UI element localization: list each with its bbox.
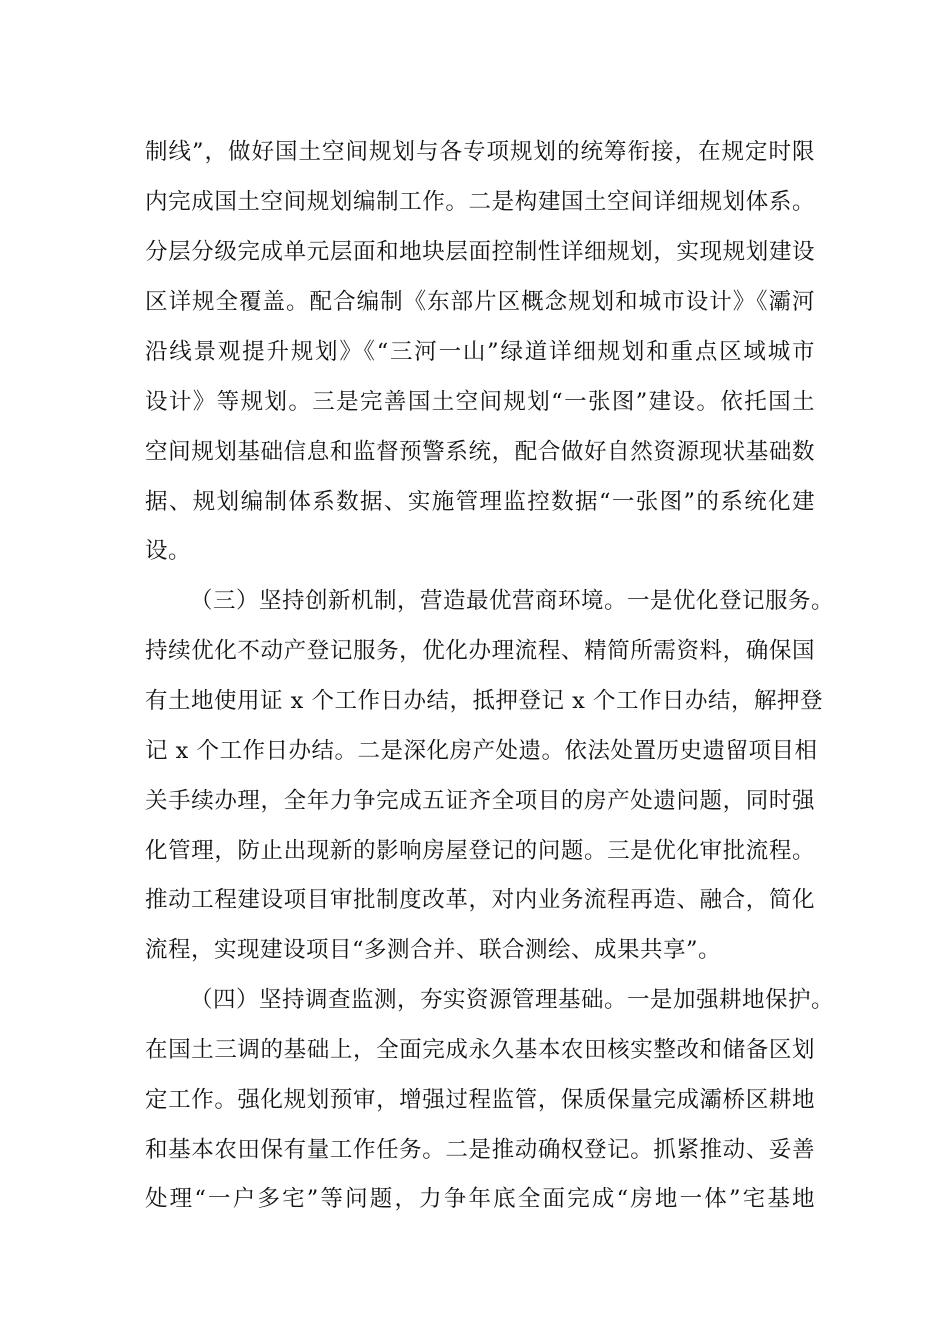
section-heading-4: （四）坚持调查监测，夯实资源管理基础。一是加强耕地保护。 [190, 987, 835, 1013]
text-line-8: 据、规划编制体系数据、实施管理监控数据“一张图”的系统化建 [145, 489, 815, 515]
text-line-5: 沿线景观提升规划》《“三河一山”绿道详细规划和重点区域城市 [145, 339, 815, 365]
text-line-19: 在国土三调的基础上，全面完成永久基本农田核实整改和储备区划 [145, 1037, 815, 1063]
text-line-3: 分层分级完成单元层面和地块层面控制性详细规划，实现规划建设 [145, 239, 815, 265]
section-heading-3: （三）坚持创新机制，营造最优营商环境。一是优化登记服务。 [190, 588, 835, 614]
text-line-12: 有土地使用证 x 个工作日办结，抵押登记 x 个工作日办结，解押登 [145, 688, 823, 714]
text-line-7: 空间规划基础信息和监督预警系统，配合做好自然资源现状基础数 [145, 439, 815, 465]
text-line-20: 定工作。强化规划预审，增强过程监管，保质保量完成灞桥区耕地 [145, 1087, 815, 1113]
text-line-14: 关手续办理，全年力争完成五证齐全项目的房产处遗问题，同时强 [145, 788, 815, 814]
text-line-1: 制线”，做好国土空间规划与各专项规划的统筹衔接，在规定时限 [145, 139, 815, 165]
text-line-15: 化管理，防止出现新的影响房屋登记的问题。三是优化审批流程。 [145, 838, 815, 864]
text-line-16: 推动工程建设项目审批制度改革，对内业务流程再造、融合，简化 [145, 887, 815, 913]
text-line-17: 流程，实现建设项目“多测合并、联合测绘、成果共享”。 [145, 937, 722, 963]
text-line-22: 处理“一户多宅”等问题，力争年底全面完成“房地一体”宅基地 [145, 1186, 815, 1212]
text-line-9: 设。 [145, 538, 192, 564]
text-line-2: 内完成国土空间规划编制工作。二是构建国土空间详细规划体系。 [145, 189, 815, 215]
text-line-6: 设计》等规划。三是完善国土空间规划“一张图”建设。依托国土 [145, 389, 815, 415]
text-line-21: 和基本农田保有量工作任务。二是推动确权登记。抓紧推动、妥善 [145, 1137, 815, 1163]
text-line-11: 持续优化不动产登记服务，优化办理流程、精简所需资料，确保国 [145, 638, 815, 664]
text-line-4: 区详规全覆盖。配合编制《东部片区概念规划和城市设计》《灞河 [145, 289, 815, 315]
text-line-13: 记 x 个工作日办结。二是深化房产处遗。依法处置历史遗留项目相 [145, 738, 818, 764]
